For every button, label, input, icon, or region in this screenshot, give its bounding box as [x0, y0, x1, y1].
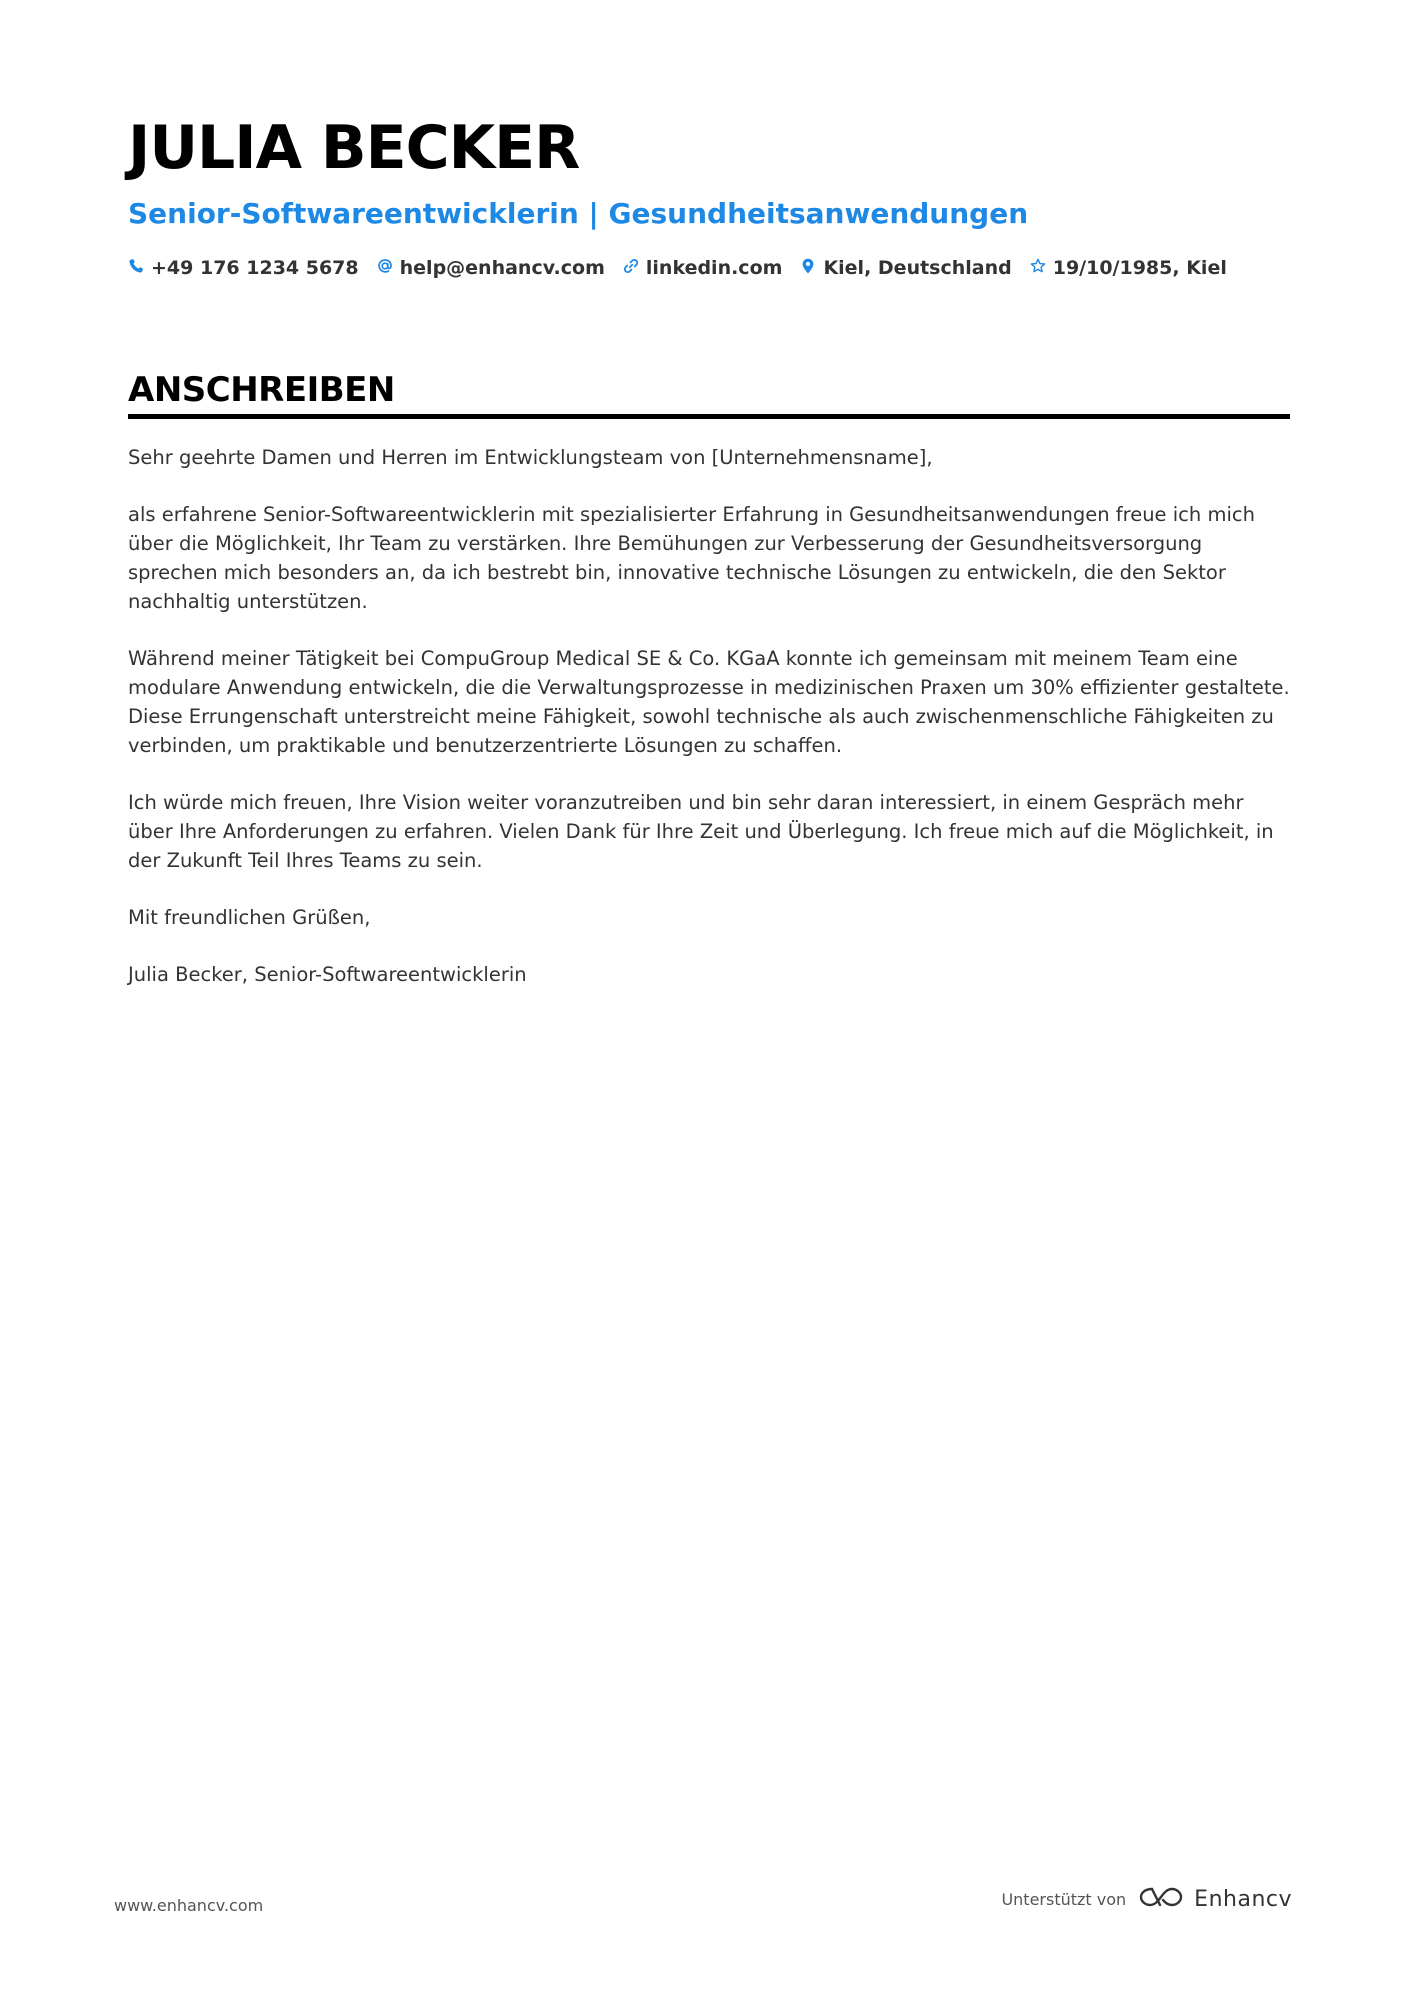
link-icon: [623, 254, 639, 282]
location-pin-icon: [800, 254, 816, 282]
brand-logo[interactable]: [1138, 1884, 1292, 1914]
letter-signature: Julia Becker, Senior-Softwareentwicklerin: [128, 963, 527, 986]
phone-icon: [128, 254, 144, 282]
contact-link[interactable]: [623, 254, 783, 282]
contact-email[interactable]: [377, 254, 605, 282]
letter-body: [128, 443, 1290, 989]
brand-name: Enhancv: [1194, 1886, 1292, 1912]
at-icon: [377, 254, 393, 282]
section-title: ANSCHREIBEN: [128, 370, 395, 410]
letter-paragraph: als erfahrene Senior-Softwareentwicklerin mit spezialisierter Erfahrung in Gesundheitsanwendungen freue ich mich über die Möglichkeit, Ihr Team zu verstärken. Ihre Bemühungen zur Verbesserung der Gesundheitsversorgung sprechen mich besonders an, da ich bestrebt bin, innovative technische Lösungen zu entwickeln, die den Sektor nachhaltig unterstützen.: [128, 503, 1255, 613]
location-text: Kiel, Deutschland: [823, 257, 1012, 279]
letter-closing: Mit freundlichen Grüßen,: [128, 906, 371, 929]
footer-website[interactable]: www.enhancv.com: [114, 1896, 264, 1915]
letter-paragraph: Während meiner Tätigkeit bei CompuGroup Medical SE & Co. KGaA konnte ich gemeinsam mit meinem Team eine modulare Anwendung entwickeln, die die Verwaltungsprozesse in medizinischen Praxen um 30% effizienter gestaltete. Diese Errungenschaft unterstreicht meine Fähigkeit, sowohl technische als auch zwischenmenschliche Fähigkeiten zu verbinden, um praktikable und benutzerzentrierte Lösungen zu schaffen.: [128, 647, 1290, 757]
enhancv-logo-icon: [1138, 1884, 1184, 1914]
cover-letter-page: [128, 110, 1290, 1017]
contact-bar: [128, 254, 1290, 282]
powered-by-text: Unterstützt von: [1001, 1889, 1127, 1909]
contact-birth: [1030, 254, 1227, 282]
letter-paragraph: Ich würde mich freuen, Ihre Vision weiter voranzutreiben und bin sehr daran interessiert, in einem Gespräch mehr über Ihre Anforderungen zu erfahren. Vielen Dank für Ihre Zeit und Überlegung. Ich freue mich auf die Möglichkeit, in der Zukunft Teil Ihres Teams zu sein.: [128, 791, 1274, 872]
section-divider: [128, 414, 1290, 419]
star-icon: [1030, 254, 1046, 282]
applicant-title: Senior-Softwareentwicklerin | Gesundheitsanwendungen: [128, 197, 1029, 230]
letter-salutation: Sehr geehrte Damen und Herren im Entwicklungsteam von [Unternehmensname],: [128, 446, 933, 469]
footer-branding: [1001, 1884, 1292, 1914]
birth-text: 19/10/1985, Kiel: [1052, 257, 1227, 279]
contact-phone: [128, 254, 359, 282]
contact-location: [800, 254, 1011, 282]
applicant-name: JULIA BECKER: [128, 113, 580, 183]
link-text: linkedin.com: [645, 257, 783, 279]
email-text: help@enhancv.com: [399, 257, 605, 279]
phone-text: +49 176 1234 5678: [151, 257, 359, 279]
